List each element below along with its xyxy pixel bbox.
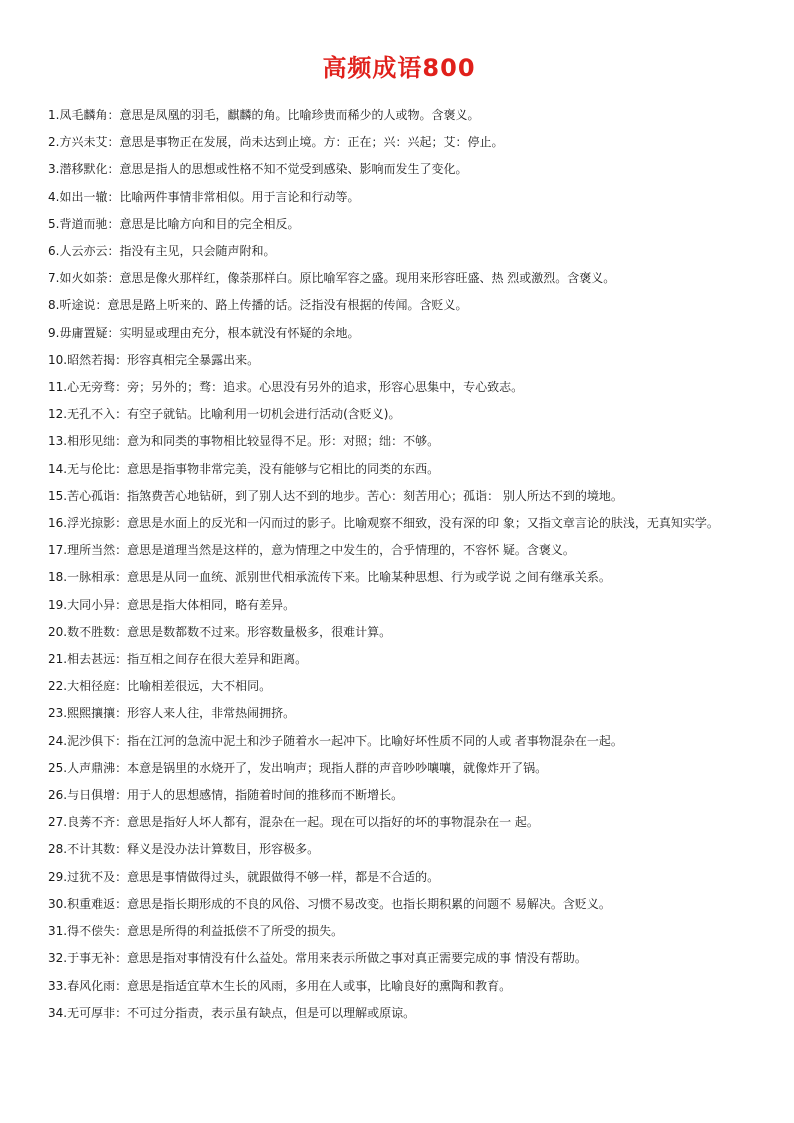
entry-number: 6. [48,244,60,259]
entry-definition: ：意思是数都数不过来。形容数量极多，很难计算。 [115,624,392,639]
entry-definition: ：旁；另外的；骛：追求。心思没有另外的追求，形容心思集中，专心致志。 [115,380,524,395]
entry-idiom: 毋庸置疑 [59,325,108,340]
idiom-entry [48,918,750,945]
entry-number: 13. [48,434,68,449]
entry-number: 7. [48,271,60,286]
entry-idiom: 熙熙攘攘 [67,706,116,721]
idiom-entry [48,673,750,700]
idiom-entry [48,945,750,972]
entry-number: 24. [48,733,68,748]
idiom-entry [48,510,750,537]
idiom-entry [48,211,750,238]
entry-idiom: 一脉相承 [67,570,116,585]
entry-idiom: 于事无补 [67,951,116,966]
entry-number: 1. [48,108,60,122]
idiom-entry [48,619,750,646]
entry-idiom: 听途说 [59,298,96,313]
entry-number: 32. [48,951,68,966]
entry-idiom: 相形见绌 [67,434,116,449]
entry-idiom: 如出一辙 [59,189,108,204]
entry-definition: ：释义是没办法计算数目，形容极多。 [115,842,320,857]
entry-idiom: 人声鼎沸 [67,760,116,775]
idiom-entry [48,782,750,809]
entry-definition: ：意思是指事物非常完美，没有能够与它相比的同类的东西。 [115,461,440,476]
entry-idiom: 泥沙俱下 [67,733,116,748]
idiom-entry [48,265,750,292]
idiom-entry [48,184,750,211]
entry-definition: ：意思是像火那样红，像荼那样白。原比喻军容之盛。现用来形容旺盛、热 烈或激烈。含褒义。 [107,271,616,286]
idiom-entry [48,646,750,673]
entry-definition: ：本意是锅里的水烧开了，发出响声；现指人群的声音吵吵嚷嚷，就像炸开了锅。 [115,760,548,775]
entry-idiom: 人云亦云 [59,244,108,259]
entry-idiom: 无孔不入 [67,407,116,422]
idiom-entry [48,320,750,347]
entry-number: 27. [48,815,68,830]
entry-number: 33. [48,978,68,993]
entry-definition: ：指互相之间存在很大差异和距离。 [115,652,308,667]
idiom-entry [48,129,750,156]
entry-definition: ：意思是指大体相同，略有差异。 [115,597,296,612]
entry-idiom: 理所当然 [67,543,116,558]
entry-idiom: 如火如荼 [59,271,108,286]
entry-definition: ：意思是比喻方向和目的完全相反。 [107,216,300,231]
idiom-entry [48,456,750,483]
entry-number: 16. [48,516,68,531]
entry-definition: ：形容人来人往，非常热闹拥挤。 [115,706,296,721]
entry-definition: ：意思是道理当然是这样的，意为情理之中发生的，合乎情理的，不容怀 疑。含褒义。 [115,543,575,558]
idiom-entry [48,973,750,1000]
idiom-entry [48,700,750,727]
idiom-entry [48,836,750,863]
entry-idiom: 良莠不齐 [67,815,116,830]
entry-idiom: 方兴未艾 [59,135,108,150]
entry-idiom: 大相径庭 [67,679,116,694]
entry-number: 14. [48,461,68,476]
entry-definition: ：意思是水面上的反光和一闪而过的影子。比喻观察不细致，没有深的印 象；又指文章言论的肤浅，无真知实学。 [115,516,719,531]
entry-definition: ：实明显或理由充分，根本就没有怀疑的余地。 [107,325,360,340]
idiom-entry [48,374,750,401]
entry-idiom: 潜移默化 [59,162,108,177]
idiom-entry [48,156,750,183]
entry-number: 12. [48,407,68,422]
entry-idiom: 过犹不及 [67,869,116,884]
entry-definition: ：意思是从同一血统、派别世代相承流传下来。比喻某种思想、行为或学说 之间有继承关系。 [115,570,611,585]
entry-number: 18. [48,570,68,585]
entry-definition: ：意思是指长期形成的不良的风俗、习惯不易改变。也指长期积累的问题不 易解决。含贬义。 [115,896,611,911]
entry-number: 26. [48,788,68,803]
idiom-entry [48,809,750,836]
entry-number: 8. [48,298,60,313]
entry-idiom: 相去甚远 [67,652,116,667]
entry-number: 34. [48,1005,68,1020]
entry-idiom: 心无旁骛 [67,380,116,395]
entry-definition: ：比喻两件事情非常相似。用于言论和行动等。 [107,189,360,204]
entry-definition: ：意思是路上听来的、路上传播的话。泛指没有根据的传闻。含贬义。 [95,298,468,313]
entry-number: 28. [48,842,68,857]
entry-idiom: 与日俱增 [67,788,116,803]
entry-idiom: 积重难返 [67,896,116,911]
entry-definition: ：意为和同类的事物相比较显得不足。形：对照；绌：不够。 [115,434,440,449]
entry-number: 25. [48,760,68,775]
entry-definition: ：用于人的思想感情，指随着时间的推移而不断增长。 [115,788,404,803]
entry-number: 22. [48,679,68,694]
entry-idiom: 苦心孤诣 [67,488,116,503]
idiom-entry [48,891,750,918]
idiom-entry [48,864,750,891]
idiom-entry [48,401,750,428]
entry-definition: ：意思是指好人坏人都有，混杂在一起。现在可以指好的坏的事物混杂在一 起。 [115,815,539,830]
entry-number: 30. [48,896,68,911]
idiom-entry [48,428,750,455]
idiom-entry [48,292,750,319]
entry-number: 17. [48,543,68,558]
entry-idiom: 大同小异 [67,597,116,612]
entry-definition: ：意思是指人的思想或性格不知不觉受到感染、影响而发生了变化。 [107,162,468,177]
entry-definition: ：意思是事物正在发展，尚未达到止境。方：正在；兴：兴起；艾：停止。 [107,135,504,150]
idiom-entry [48,564,750,591]
entry-idiom: 无与伦比 [67,461,116,476]
entry-idiom: 数不胜数 [67,624,116,639]
entry-number: 23. [48,706,68,721]
idiom-entry [48,1000,750,1027]
entry-idiom: 昭然若揭 [67,352,116,367]
entry-definition: ：意思是指对事情没有什么益处。常用来表示所做之事对真正需要完成的事 情没有帮助。 [115,951,587,966]
idiom-entry [48,102,750,129]
entry-definition: ：不可过分指责，表示虽有缺点，但是可以理解或原谅。 [115,1005,416,1020]
entry-idiom: 无可厚非 [67,1005,116,1020]
entry-number: 2. [48,135,60,150]
entry-number: 10. [48,352,68,367]
entry-definition: ：有空子就钻。比喻利用一切机会进行活动(含贬义)。 [115,407,401,422]
entry-number: 31. [48,924,68,939]
entry-number: 19. [48,597,68,612]
entry-idiom: 得不偿失 [67,924,116,939]
entry-definition: ：指在江河的急流中泥土和沙子随着水一起冲下。比喻好坏性质不同的人或 者事物混杂在一起。 [115,733,623,748]
page-title: 高频成语800 [322,54,476,82]
entry-number: 3. [48,162,60,177]
idiom-entry [48,728,750,755]
idiom-entry [48,238,750,265]
entry-idiom: 不计其数 [67,842,116,857]
idiom-entry [48,592,750,619]
entry-definition: ：意思是指适宜草木生长的风雨，多用在人或事，比喻良好的熏陶和教育。 [115,978,512,993]
idiom-entry [48,755,750,782]
entry-definition: ：比喻相差很远，大不相同。 [115,679,272,694]
entry-idiom: 凤毛麟角 [59,108,108,122]
entry-number: 21. [48,652,68,667]
idiom-entry [48,347,750,374]
entry-definition: ：意思是所得的利益抵偿不了所受的损失。 [115,924,344,939]
entry-number: 9. [48,325,60,340]
entry-idiom: 背道而驰 [59,216,108,231]
entry-number: 5. [48,216,60,231]
entry-number: 15. [48,488,68,503]
entry-definition: ：意思是事情做得过头，就跟做得不够一样，都是不合适的。 [115,869,440,884]
entry-definition: ：指没有主见，只会随声附和。 [107,244,276,259]
entry-number: 20. [48,624,68,639]
entry-number: 11. [48,380,68,395]
idiom-list [48,102,750,1027]
entry-number: 4. [48,189,60,204]
idiom-entry [48,483,750,510]
entry-definition: ：指煞费苦心地钻研，到了别人达不到的地步。苦心：刻苦用心；孤诣： 别人所达不到的境地。 [115,488,623,503]
entry-number: 29. [48,869,68,884]
entry-idiom: 浮光掠影 [67,516,116,531]
entry-definition: ：意思是凤凰的羽毛，麒麟的角。比喻珍贵而稀少的人或物。含褒义。 [107,108,480,122]
entry-definition: ：形容真相完全暴露出来。 [115,352,260,367]
idiom-entry [48,537,750,564]
entry-idiom: 春风化雨 [67,978,116,993]
